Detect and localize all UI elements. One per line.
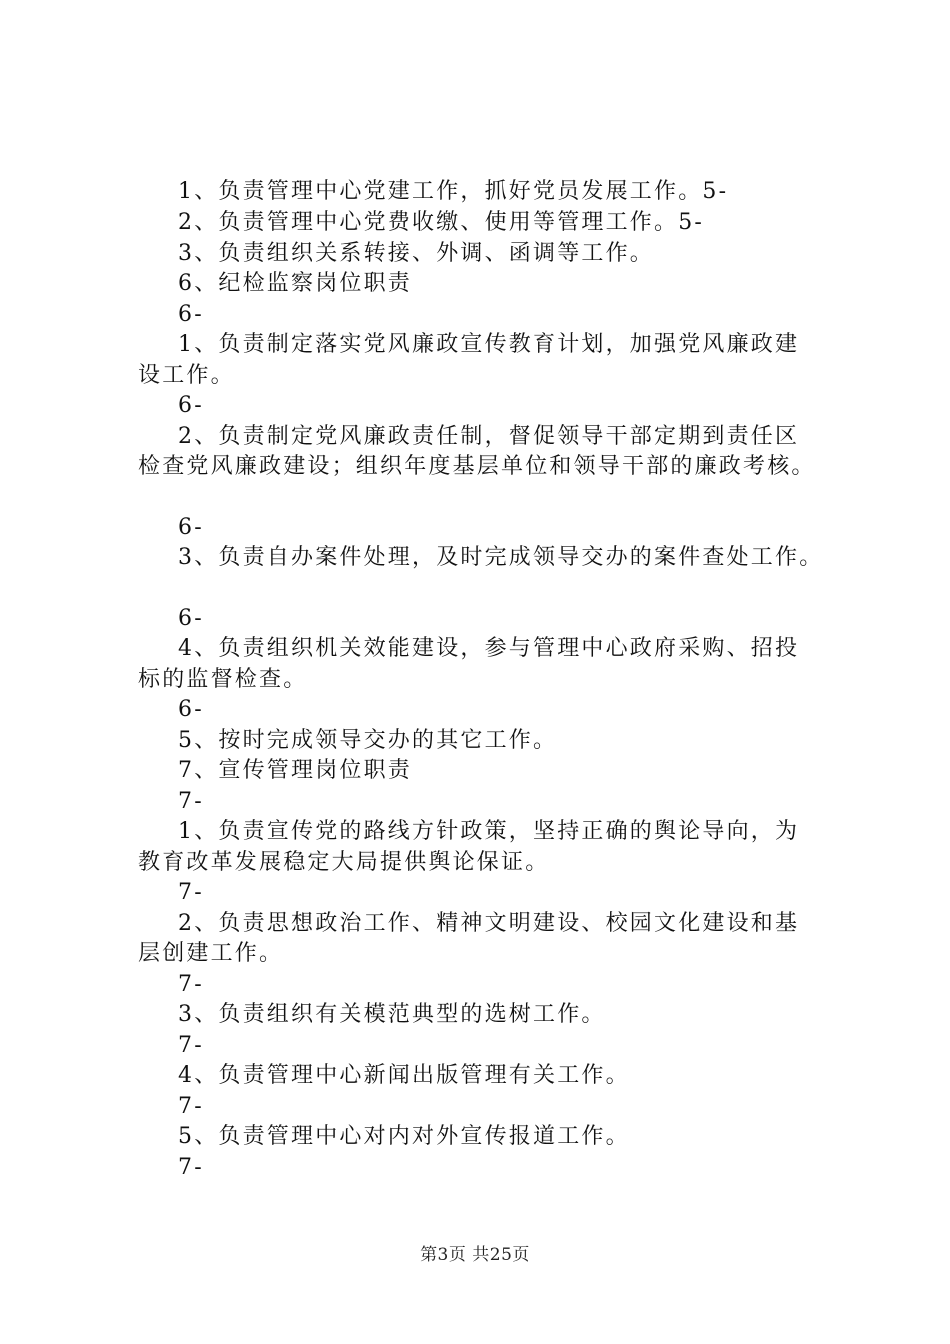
text-line: 7- xyxy=(178,880,204,905)
text-line: 7- xyxy=(178,972,204,997)
section-heading: 7、宣传管理岗位职责 xyxy=(178,758,412,783)
text-line: 3、负责组织关系转接、外调、函调等工作。 xyxy=(178,241,654,266)
text-line: 3、负责自办案件处理，及时完成领导交办的案件查处工作。 xyxy=(178,545,824,570)
text-line: 7- xyxy=(178,1155,204,1180)
text-line: 设工作。 xyxy=(138,363,235,388)
text-line: 6- xyxy=(178,393,204,418)
text-line: 1、负责制定落实党风廉政宣传教育计划，加强党风廉政建 xyxy=(178,332,800,357)
text-line: 1、负责宣传党的路线方针政策，坚持正确的舆论导向，为 xyxy=(178,819,800,844)
text-line: 6- xyxy=(178,697,204,722)
text-line: 6- xyxy=(178,515,204,540)
text-line: 教育改革发展稳定大局提供舆论保证。 xyxy=(138,850,550,875)
text-line: 4、负责组织机关效能建设，参与管理中心政府采购、招投 xyxy=(178,636,800,661)
page-number-footer: 第3页 共25页 xyxy=(420,1245,530,1265)
text-line: 2、负责思想政治工作、精神文明建设、校园文化建设和基 xyxy=(178,911,800,936)
text-line: 7- xyxy=(178,1033,204,1058)
text-line: 4、负责管理中心新闻出版管理有关工作。 xyxy=(178,1063,630,1088)
text-line: 3、负责组织有关模范典型的选树工作。 xyxy=(178,1002,606,1027)
text-line: 6- xyxy=(178,302,204,327)
text-line: 7- xyxy=(178,1094,204,1119)
text-line: 2、负责制定党风廉政责任制，督促领导干部定期到责任区 xyxy=(178,424,800,449)
text-line: 5、按时完成领导交办的其它工作。 xyxy=(178,728,558,753)
text-line: 6- xyxy=(178,606,204,631)
text-line: 标的监督检查。 xyxy=(138,667,308,692)
text-line: 层创建工作。 xyxy=(138,941,284,966)
section-heading: 6、纪检监察岗位职责 xyxy=(178,271,412,296)
text-line: 5、负责管理中心对内对外宣传报道工作。 xyxy=(178,1124,630,1149)
text-line: 1、负责管理中心党建工作，抓好党员发展工作。5- xyxy=(178,179,729,204)
text-line: 检查党风廉政建设；组织年度基层单位和领导干部的廉政考核。 xyxy=(138,454,816,479)
text-line: 2、负责管理中心党费收缴、使用等管理工作。5- xyxy=(178,210,705,235)
text-line: 7- xyxy=(178,789,204,814)
